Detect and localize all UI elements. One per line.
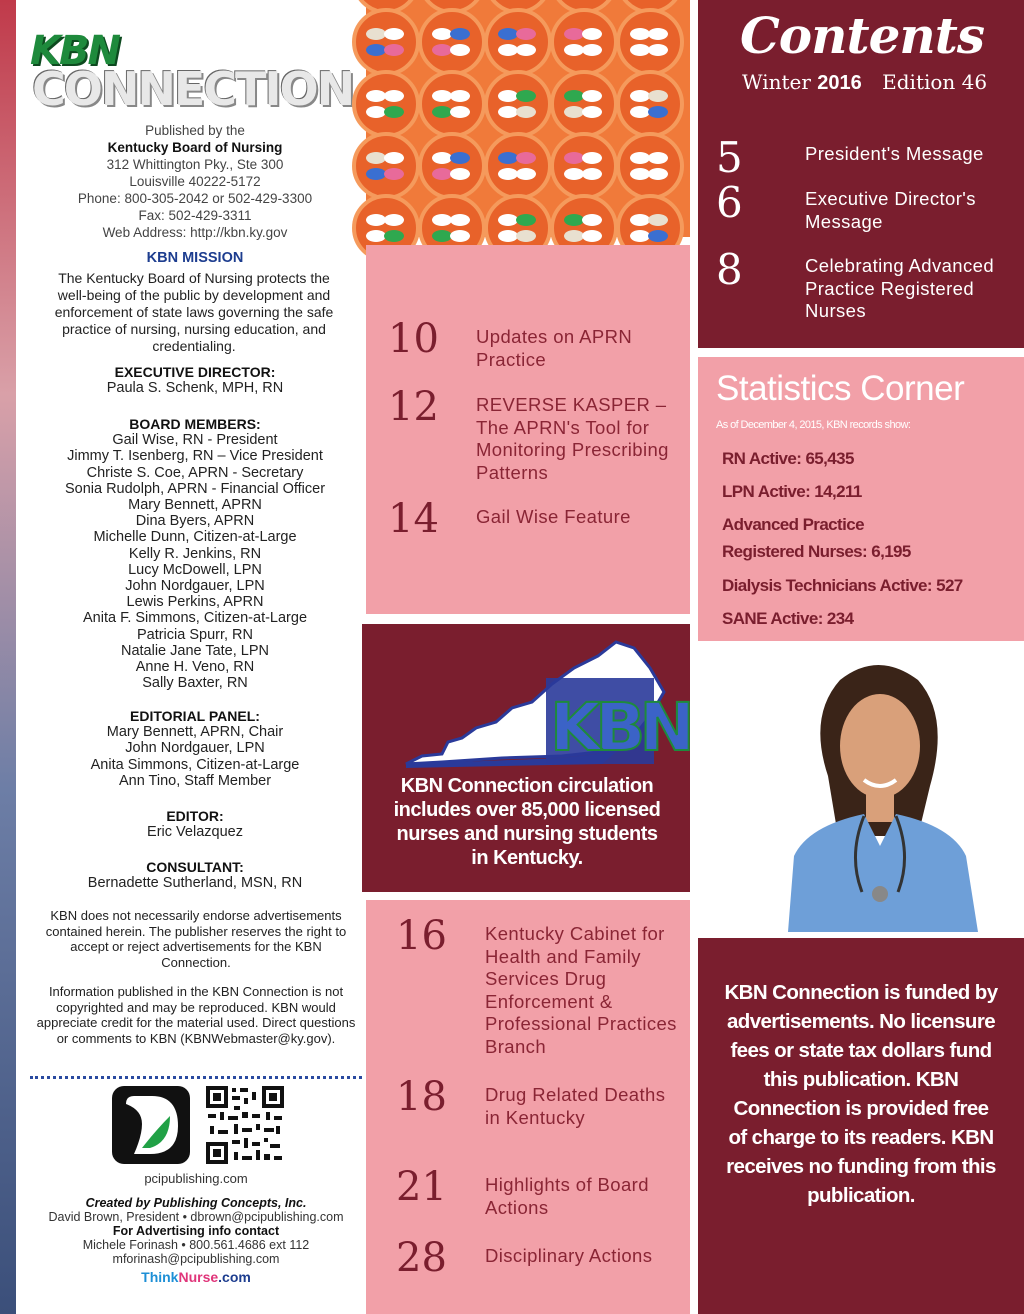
list-item: Anita F. Simmons, Citizen-at-Large <box>82 610 308 627</box>
mission-text: The Kentucky Board of Nursing protects the well-being of the public by development and enforcement of state laws governing the safe practice of nursing, nursing education, and credentialing. <box>54 270 334 354</box>
list-item: Jimmy T. Isenberg, RN – Vice President <box>67 448 323 465</box>
created-by: Created by Publishing Concepts, Inc. <box>85 1196 307 1210</box>
funding-text: KBN Connection is funded by advertisements. No licensure fees or state tax dollars fund this publication. KBN Connection is provided free of charge to its readers. KBN receives no funding from this publication. <box>724 981 998 1207</box>
mission-title: KBN MISSION <box>146 250 244 266</box>
toc-page-number[interactable]: 6 <box>716 178 743 227</box>
toc-page-number[interactable]: 21 <box>396 1164 447 1210</box>
list-item: Mary Bennett, APRN, Chair <box>106 724 284 741</box>
edition: Edition 46 <box>882 70 988 94</box>
season: Winter <box>742 70 811 94</box>
stat-rn-active: RN Active: 65,435 <box>722 449 854 468</box>
statistics-panel <box>698 357 1024 641</box>
toc-entry-title[interactable]: Updates on APRN Practice <box>476 326 633 370</box>
list-item: Patricia Spurr, RN <box>136 626 254 643</box>
toc-entry-title[interactable]: President's Message <box>805 143 984 164</box>
list-item: Ann Tino, Staff Member <box>118 772 272 789</box>
phone: Phone: 800-305-2042 or 502-429-3300 <box>77 191 313 206</box>
com-text: .com <box>218 1269 251 1285</box>
published-by: Published by the <box>145 123 245 138</box>
list-item: Kelly R. Jenkins, RN <box>128 545 262 562</box>
editorial-title: EDITORIAL PANEL: <box>130 708 260 724</box>
stat-aprn-line2: Registered Nurses: 6,195 <box>722 542 911 561</box>
pill-bottles-photo <box>366 0 690 237</box>
contents-title: Contents <box>740 6 985 65</box>
advertising-title: For Advertising info contact <box>112 1224 280 1238</box>
pci-site[interactable]: pcipublishing.com <box>144 1171 248 1186</box>
web-address[interactable]: Web Address: http://kbn.ky.gov <box>102 225 288 240</box>
list-item: Lewis Perkins, APRN <box>126 594 264 611</box>
pci-logo-icon <box>112 1086 190 1164</box>
address-line2: Louisville 40222-5172 <box>129 174 261 189</box>
nurse-text: Nurse <box>178 1269 219 1285</box>
consultant-title: CONSULTANT: <box>146 859 244 875</box>
list-item: Christe S. Coe, APRN - Secretary <box>86 464 304 481</box>
circulation-panel <box>362 624 690 892</box>
list-item: Sally Baxter, RN <box>142 675 248 692</box>
toc-page-number[interactable]: 10 <box>388 316 439 362</box>
fax: Fax: 502-429-3311 <box>138 208 252 223</box>
year: 2016 <box>817 72 862 94</box>
consultant-name: Bernadette Sutherland, MSN, RN <box>87 875 303 892</box>
publisher-org: Kentucky Board of Nursing <box>107 140 283 155</box>
toc-entry-title[interactable]: REVERSE KASPER – The APRN's Tool for Monitoring Prescribing Patterns <box>476 394 669 483</box>
toc-page-number[interactable]: 28 <box>396 1235 447 1281</box>
toc-entry-title[interactable]: Disciplinary Actions <box>485 1245 653 1266</box>
advertising-contact: Michele Forinash • 800.561.4686 ext 112 <box>82 1238 310 1252</box>
toc-page-number[interactable]: 14 <box>388 496 439 542</box>
disclaimer-ads: KBN does not necessarily endorse advertisements contained herein. The publisher reserves the right to accept or reject advertisements for the KBN Connection. <box>45 908 347 970</box>
advertising-email[interactable]: mforinash@pcipublishing.com <box>112 1252 280 1266</box>
list-item: John Nordgauer, LPN <box>125 578 265 595</box>
board-list <box>30 432 360 691</box>
editor <box>30 808 360 840</box>
list-item: Michelle Dunn, Citizen-at-Large <box>93 529 297 546</box>
list-item: Mary Bennett, APRN <box>128 497 262 514</box>
exec-name: Paula S. Schenk, MPH, RN <box>106 380 284 397</box>
toc-entry-title[interactable]: Drug Related Deaths in Kentucky <box>485 1084 666 1128</box>
disclaimer-copyright: Information published in the KBN Connection is not copyrighted and may be reproduced. KBN would appreciate credit for the material used. Direct questions or comments to KBN (KBNWebmaster@ky.gov). <box>36 984 356 1046</box>
nurse-photo <box>768 656 988 932</box>
address-line1: 312 Whittington Pky., Ste 300 <box>106 157 284 172</box>
list-item: Anita Simmons, Citizen-at-Large <box>90 756 300 773</box>
qr-code-icon[interactable] <box>206 1086 284 1164</box>
funding-panel <box>698 938 1024 1314</box>
list-item: Lucy McDowell, LPN <box>128 561 262 578</box>
cover-photo-strip <box>0 0 16 1314</box>
list-item: Natalie Jane Tate, LPN <box>120 642 270 659</box>
toc-entry-title[interactable]: Celebrating Advanced Practice Registered Nurses <box>805 255 995 321</box>
publisher-info <box>30 122 360 241</box>
executive-director <box>30 364 360 396</box>
circulation-text: KBN Connection circulation includes over 85,000 licensed nurses and nursing students in Kentucky. <box>393 775 661 869</box>
board-members <box>30 416 360 691</box>
stat-dialysis-active: Dialysis Technicians Active: 527 <box>722 576 963 595</box>
think-text: Think <box>141 1269 179 1285</box>
toc-entry-title[interactable]: Gail Wise Feature <box>476 506 631 527</box>
stats-title: Statistics Corner <box>716 369 965 408</box>
kbn-logo-line2: CONNECTION <box>32 62 354 116</box>
editor-title: EDITOR: <box>166 808 224 824</box>
consultant <box>30 859 360 891</box>
pci-president: David Brown, President • dbrown@pcipublishing.com <box>48 1210 344 1224</box>
toc-page-number[interactable]: 16 <box>396 913 447 959</box>
stat-lpn-active: LPN Active: 14,211 <box>722 482 862 501</box>
toc-page-number[interactable]: 5 <box>716 133 743 182</box>
list-item: Anne H. Veno, RN <box>135 659 255 676</box>
stat-sane-active: SANE Active: 234 <box>722 609 854 628</box>
list-item: John Nordgauer, LPN <box>125 740 265 757</box>
thinknurse-link[interactable] <box>30 1270 362 1284</box>
edition-line <box>742 70 987 95</box>
kentucky-map-icon <box>402 638 689 778</box>
stat-aprn-line1: Advanced Practice <box>722 515 864 534</box>
stats-subtitle: As of December 4, 2015, KBN records show: <box>716 419 911 431</box>
kbn-logo-line1: KBN <box>30 28 119 74</box>
toc-page-number[interactable]: 8 <box>716 245 743 294</box>
toc-entry-title[interactable]: Executive Director's Message <box>805 188 976 232</box>
toc-page-number[interactable]: 12 <box>388 384 439 430</box>
exec-title: EXECUTIVE DIRECTOR: <box>114 364 276 380</box>
editorial-list <box>30 724 360 789</box>
kbn-map-label: KBN <box>550 689 689 766</box>
toc-page-number[interactable]: 18 <box>396 1074 447 1120</box>
editorial-panel <box>30 708 360 789</box>
board-title: BOARD MEMBERS: <box>129 416 261 432</box>
list-item: Gail Wise, RN - President <box>112 432 278 449</box>
list-item: Sonia Rudolph, APRN - Financial Officer <box>64 480 326 497</box>
toc-entry-title[interactable]: Highlights of Board Actions <box>485 1174 649 1218</box>
editor-name: Eric Velazquez <box>147 824 243 841</box>
list-item: Dina Byers, APRN <box>135 513 255 530</box>
dotted-divider <box>30 1076 362 1079</box>
toc-entry-title[interactable]: Kentucky Cabinet for Health and Family Services Drug Enforcement & Professional Practices Branch <box>485 923 677 1057</box>
